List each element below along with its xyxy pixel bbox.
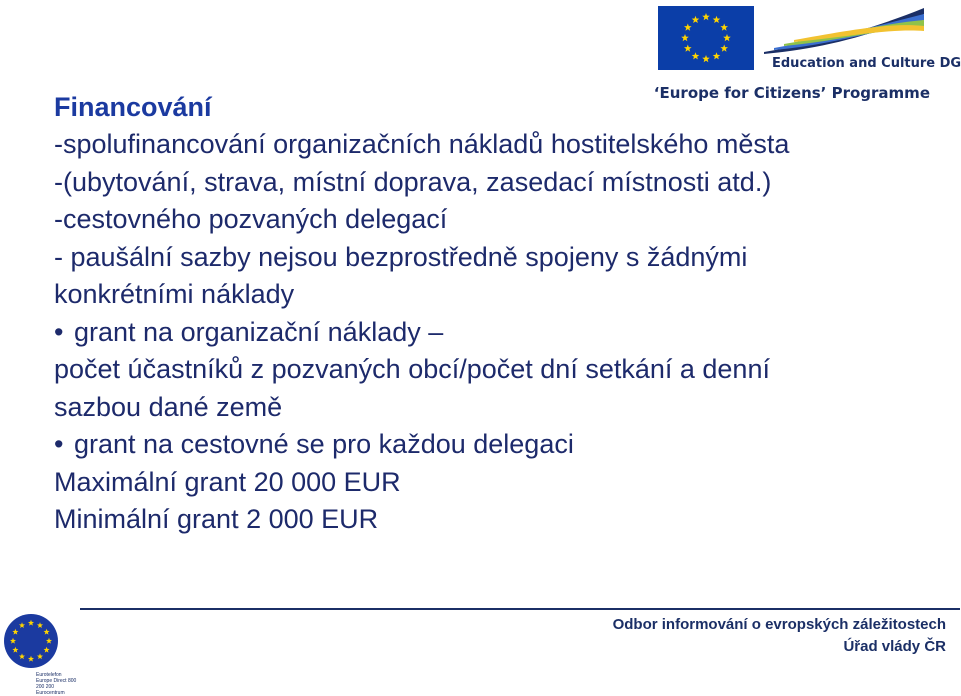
text-line: -spolufinancování organizačních nákladů hostitelského města [54,129,790,159]
footer-logo-caption [36,672,86,696]
star-icon [684,45,692,52]
star-icon [684,24,692,31]
text-line: -(ubytování, strava, místní doprava, zasedací místnosti atd.) [54,166,772,197]
eu-stars-logo-icon [2,612,60,670]
text-line: - paušální sazby nejsou bezprostředně spojeny s žádnými [54,241,748,272]
dg-name: Education and Culture DG [772,56,961,71]
text-line: -cestovného pozvaných delegací [54,204,448,234]
text-line: Maximální grant 20 000 EUR [54,466,401,497]
office-name: Odbor informování o evropských záležitostech [612,616,946,633]
star-icon [713,16,721,23]
text-line: Minimální grant 2 000 EUR [54,504,379,534]
logo-caption-line: Eurotelefon [36,672,62,678]
star-icon [702,55,710,62]
star-icon [720,45,728,52]
eu-flag-icon [658,6,754,70]
star-icon [692,16,700,23]
star-icon [692,52,700,59]
programme-swoosh-icon [760,4,928,56]
government-name: Úřad vlády ČR [843,638,946,655]
main-content [54,88,934,539]
footer-divider [80,608,960,610]
text-line: konkrétními náklady [54,279,295,309]
star-icon [681,34,689,41]
star-icon [720,24,728,31]
programme-name: ‘Europe for Citizens’ Programme [653,84,930,102]
logo-caption-line: Europe Direct 800 200 200 [36,678,77,690]
star-icon [702,13,710,20]
bullet-item [54,426,934,464]
bullet-item [54,314,934,352]
star-icon [713,52,721,59]
bullet-text: grant na organizační náklady – [74,316,444,347]
star-icon [723,34,731,41]
bullet-text: grant na cestovné se pro každou delegaci [74,429,574,459]
text-line: počet účastníků z pozvaných obcí/počet dní setkání a denní [54,354,770,384]
text-line: sazbou dané země [54,391,283,422]
page-title: Financování [54,92,212,122]
logo-caption-line: Eurocentrum [36,690,65,696]
footer-credits [613,614,946,658]
